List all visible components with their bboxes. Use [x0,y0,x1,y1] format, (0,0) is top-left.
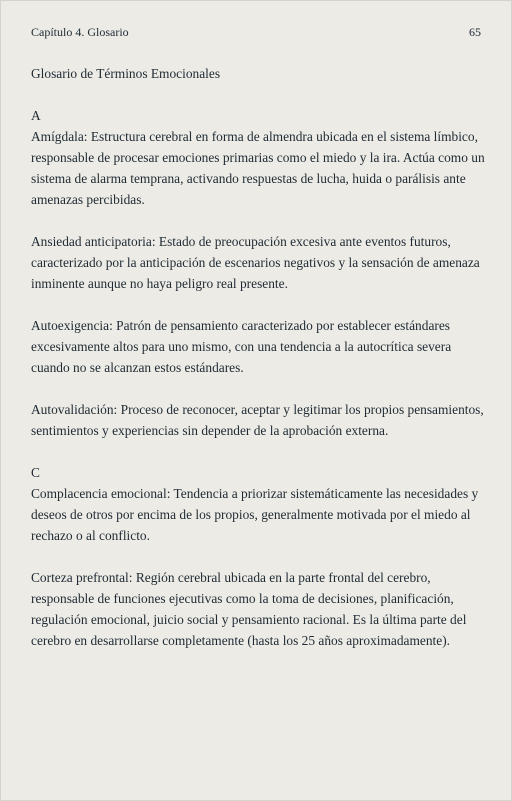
glossary-entry-autovalidacion: Autovalidación: Proceso de reconocer, aceptar y legitimar los propios pensamientos, sentimientos y experiencias sin depender de la aprobación externa. [31,402,484,438]
page-number: 65 [469,25,481,39]
glossary-entry-corteza-prefrontal: Corteza prefrontal: Región cerebral ubicada en la parte frontal del cerebro, responsable de funciones ejecutivas como la toma de decisiones, planificación, regulación emocional, juicio social y pensamiento racional. Es la última parte del cerebro en desarrollarse completamente (hasta los 25 años aproximadamente). [31,570,467,648]
section-letter-a: A [31,108,41,123]
running-header [31,25,481,40]
glossary-entry-ansiedad-anticipatoria: Ansiedad anticipatoria: Estado de preocupación excesiva ante eventos futuros, caracterizado por la anticipación de escenarios negativos y la sensación de amenaza inminente aunque no haya peligro real presente. [31,234,480,291]
glossary-title: Glosario de Términos Emocionales [31,66,221,81]
section-letter-c: C [31,465,40,480]
glossary-entry-complacencia-emocional: Complacencia emocional: Tendencia a priorizar sistemáticamente las necesidades y deseos de otros por encima de los propios, generalmente motivada por el miedo al rechazo o al conflicto. [31,486,479,543]
glossary-content [31,63,485,651]
glossary-entry-amigdala: Amígdala: Estructura cerebral en forma de almendra ubicada en el sistema límbico, responsable de procesar emociones primarias como el miedo y la ira. Actúa como un sistema de alarma temprana, activando respuestas de lucha, huida o parálisis ante amenazas percibidas. [31,129,485,207]
chapter-title: Capítulo 4. Glosario [31,25,129,39]
glossary-entry-autoexigencia: Autoexigencia: Patrón de pensamiento caracterizado por establecer estándares excesivamente altos para uno mismo, con una tendencia a la autocrítica severa cuando no se alcanzan estos estándares. [31,318,452,375]
